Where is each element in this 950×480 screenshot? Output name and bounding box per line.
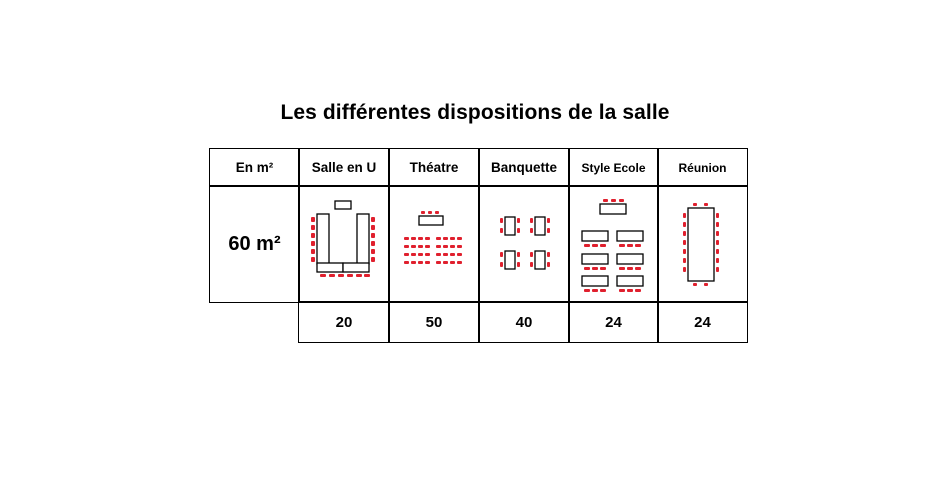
header-theatre: Théatre xyxy=(388,148,480,187)
capacity-reunion: 24 xyxy=(657,301,748,343)
header-style-ecole: Style Ecole xyxy=(568,148,659,187)
capacity-style-ecole: 24 xyxy=(568,301,659,343)
header-area-unit: En m² xyxy=(209,148,300,187)
area-value: 60 m² xyxy=(209,185,300,303)
theatre-layout-icon xyxy=(404,211,462,264)
boardroom-layout-icon xyxy=(683,203,719,286)
classroom-layout-icon xyxy=(582,199,643,292)
capacity-theatre: 50 xyxy=(388,301,480,343)
u-shape-layout-icon xyxy=(311,201,375,277)
header-reunion: Réunion xyxy=(657,148,748,187)
banquet-layout-icon xyxy=(500,217,550,269)
header-salle-en-u: Salle en U xyxy=(298,148,390,187)
capacity-salle-en-u: 20 xyxy=(298,301,390,343)
header-banquette: Banquette xyxy=(478,148,570,187)
page-title: Les différentes dispositions de la salle xyxy=(280,101,670,124)
capacity-banquette: 40 xyxy=(478,301,570,343)
